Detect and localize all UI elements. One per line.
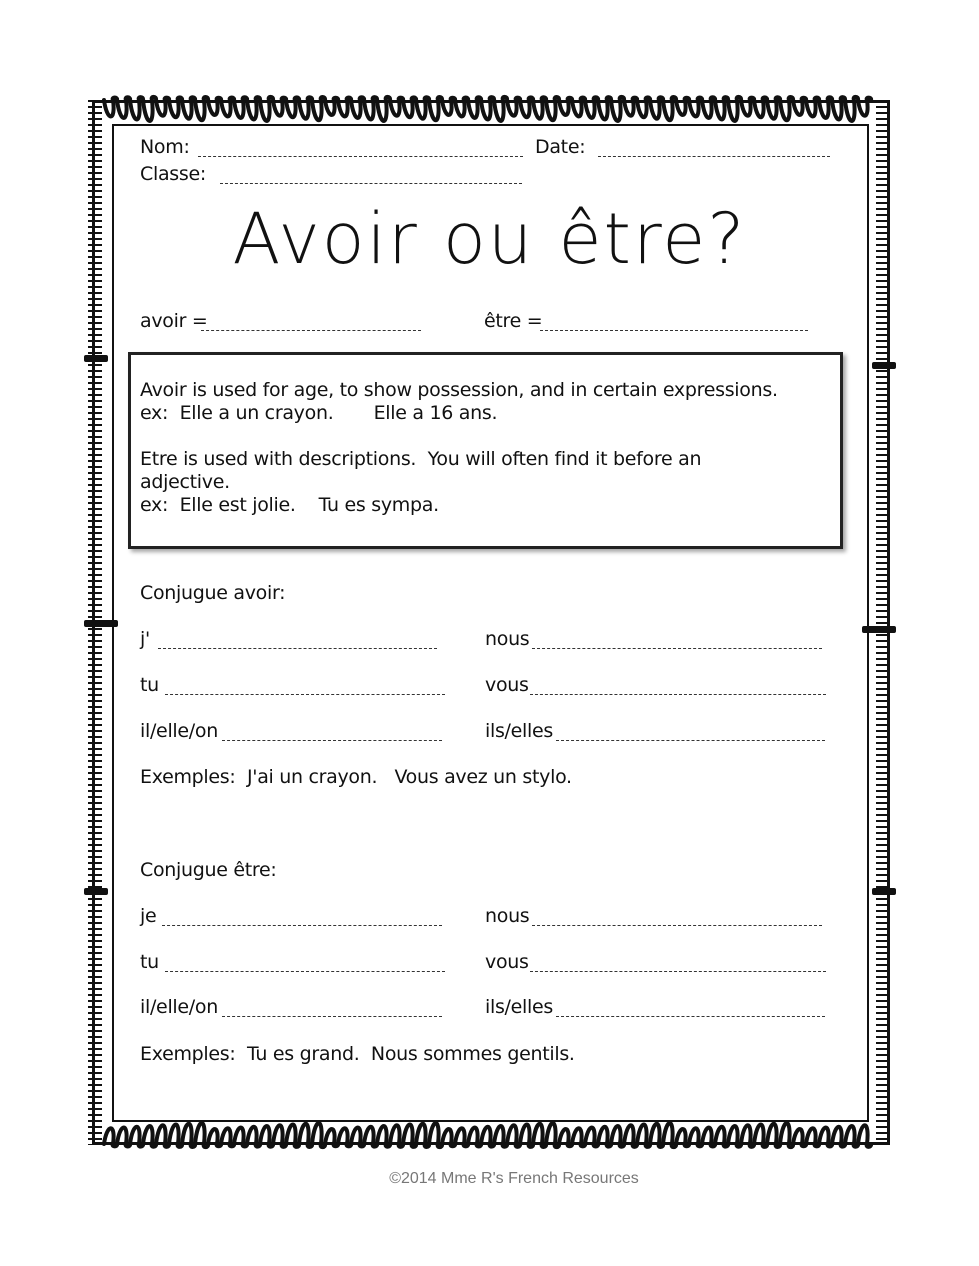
- avoir-je-field[interactable]: [158, 648, 437, 649]
- avoir-rule-example: ex: Elle a un crayon. Elle a 16 ans.: [140, 402, 498, 424]
- avoir-il-field[interactable]: [222, 740, 442, 741]
- avoir-pronoun-ils: ils/elles: [485, 720, 553, 742]
- etre-ils-field[interactable]: [556, 1016, 825, 1017]
- avoir-vous-field[interactable]: [530, 694, 826, 695]
- top-squiggle-border: [100, 78, 880, 138]
- etre-pronoun-je: je: [140, 905, 157, 927]
- class-label: Classe:: [140, 163, 206, 185]
- copyright-footer: ©2014 Mme R's French Resources: [389, 1170, 639, 1187]
- avoir-ils-field[interactable]: [556, 740, 825, 741]
- avoir-tu-field[interactable]: [165, 694, 445, 695]
- avoir-definition-field[interactable]: [201, 330, 421, 331]
- right-border-joint-2: [862, 626, 896, 633]
- avoir-pronoun-tu: tu: [140, 674, 159, 696]
- avoir-pronoun-il: il/elle/on: [140, 720, 218, 742]
- etre-il-field[interactable]: [222, 1016, 442, 1017]
- avoir-definition-label: avoir =: [140, 310, 208, 332]
- avoir-rule-text: Avoir is used for age, to show possession, and in certain expressions.: [140, 379, 778, 401]
- etre-je-field[interactable]: [162, 925, 442, 926]
- etre-rule-text-line1: Etre is used with descriptions. You will often find it before an: [140, 448, 702, 470]
- etre-pronoun-tu: tu: [140, 951, 159, 973]
- etre-vous-field[interactable]: [530, 971, 826, 972]
- left-border-joint-1: [84, 355, 108, 362]
- avoir-pronoun-je: j': [140, 628, 150, 650]
- avoir-pronoun-nous: nous: [485, 628, 530, 650]
- etre-examples: Exemples: Tu es grand. Nous sommes gentils.: [140, 1043, 575, 1065]
- right-border-joint-1: [872, 362, 896, 369]
- etre-nous-field[interactable]: [532, 925, 822, 926]
- date-label: Date:: [535, 136, 586, 158]
- avoir-nous-field[interactable]: [532, 648, 822, 649]
- right-border-joint-3: [872, 888, 896, 895]
- etre-rule-example: ex: Elle est jolie. Tu es sympa.: [140, 494, 439, 516]
- etre-definition-field[interactable]: [540, 330, 808, 331]
- class-field[interactable]: [220, 183, 522, 184]
- avoir-pronoun-vous: vous: [485, 674, 529, 696]
- etre-pronoun-il: il/elle/on: [140, 996, 218, 1018]
- etre-definition-label: être =: [484, 310, 543, 332]
- avoir-examples: Exemples: J'ai un crayon. Vous avez un stylo.: [140, 766, 572, 788]
- page-title: Avoir ou être?: [232, 198, 747, 280]
- etre-heading: Conjugue être:: [140, 859, 277, 881]
- etre-rule-text-line2: adjective.: [140, 471, 230, 493]
- bottom-squiggle-border: [100, 1104, 880, 1164]
- etre-pronoun-nous: nous: [485, 905, 530, 927]
- date-field[interactable]: [598, 156, 830, 157]
- avoir-heading: Conjugue avoir:: [140, 582, 286, 604]
- name-label: Nom:: [140, 136, 190, 158]
- etre-pronoun-ils: ils/elles: [485, 996, 553, 1018]
- etre-tu-field[interactable]: [165, 971, 445, 972]
- name-field[interactable]: [198, 156, 523, 157]
- left-border-joint-3: [84, 888, 108, 895]
- etre-pronoun-vous: vous: [485, 951, 529, 973]
- left-border-joint-2: [84, 620, 118, 627]
